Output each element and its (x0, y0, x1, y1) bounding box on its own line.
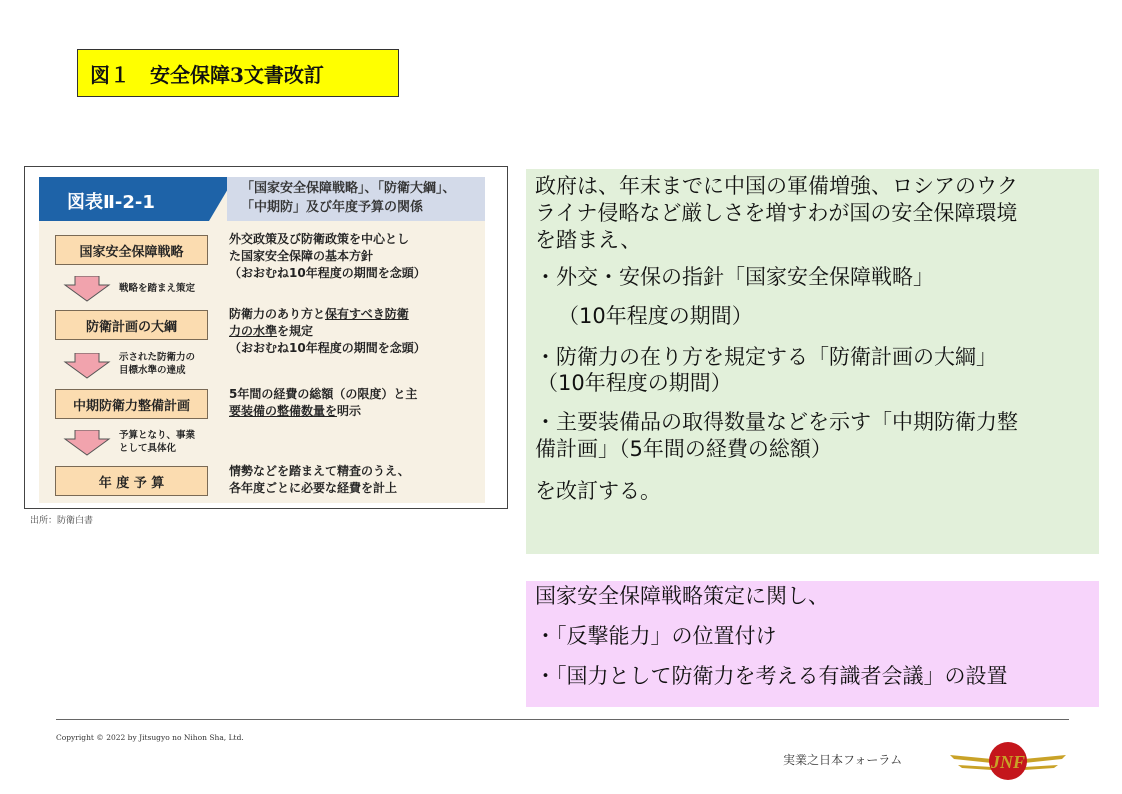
summary-line: ライナ侵略など厳しさを増すわが国の安全保障環境 (535, 201, 1018, 225)
svg-text:JNF: JNF (990, 752, 1026, 772)
figure-arrow-label: 戦略を踏まえ策定 (119, 283, 196, 294)
summary-line: 備計画」（5年間の経費の総額） (535, 437, 832, 461)
down-arrow-icon (63, 353, 111, 379)
figure-step-desc: 情勢などを踏まえて精査のうえ、 各年度ごとに必要な経費を計上 (229, 464, 410, 495)
note-box (526, 581, 1099, 707)
summary-line: 政府は、年末までに中国の軍備増強、ロシアのウク (535, 174, 1018, 198)
down-arrow-icon (63, 430, 111, 456)
copyright-text: Copyright © 2022 by Jitsugyo no Nihon Sha, Ltd. (56, 733, 244, 742)
figure-source: 出所：防衛白書 (30, 516, 94, 526)
figure-panel (24, 166, 508, 509)
down-arrow-icon (63, 276, 111, 302)
summary-bullet: ・主要装備品の取得数量などを示す「中期防衛力整 (535, 410, 1018, 434)
summary-bullet: ・防衛力の在り方を規定する「防衛計画の大綱」 (535, 345, 997, 369)
footer-divider (56, 719, 1069, 720)
summary-line: （10年程度の期間） (537, 371, 732, 395)
note-bullet: ・「反撃能力」の位置付け (535, 624, 777, 648)
summary-line: を踏まえ、 (535, 228, 642, 252)
figure-step-desc: 5年間の経費の総額（の限度）と主 要装備の整備数量を明示 (229, 387, 418, 418)
note-line: 国家安全保障戦略策定に関し、 (535, 584, 829, 608)
slide-title-text: 図１ 安全保障3文書改訂 (90, 62, 324, 87)
figure-heading: 「国家安全保障戦略」、「防衛大綱」、 「中期防」及び年度予算の関係 (241, 181, 456, 215)
figure-step-desc: 防衛力のあり方と保有すべき防衛 力の水準を規定 （おおむね10年程度の期間を念頭） (229, 307, 426, 355)
summary-box (526, 169, 1099, 554)
figure-diagram (39, 177, 485, 503)
note-bullet: ・「国力として防衛力を考える有識者会議」の設置 (535, 664, 1008, 688)
company-name: 実業之日本フォーラム (783, 753, 903, 767)
figure-step-security-strategy: 国家安全保障戦略 (55, 235, 208, 265)
figure-step-defense-outline: 防衛計画の大綱 (55, 310, 208, 340)
figure-label: 図表Ⅱ-2-1 (67, 192, 155, 213)
figure-arrow-label: 予算となり、事業 として具体化 (119, 430, 196, 454)
jnf-logo-icon (948, 739, 1068, 783)
figure-arrow-label: 示された防衛力の 目標水準の達成 (119, 352, 196, 376)
summary-line: （10年程度の期間） (558, 304, 753, 328)
slide-title (77, 49, 399, 97)
figure-step-desc: 外交政策及び防衛政策を中心とし た国家安全保障の基本方針 （おおむね10年程度の期間を念頭） (229, 232, 426, 280)
summary-bullet: ・外交・安保の指針「国家安全保障戦略」 (535, 265, 934, 289)
figure-step-annual-budget: 年 度 予 算 (55, 466, 208, 496)
figure-heading-bar (227, 177, 485, 221)
summary-line: を改訂する。 (535, 479, 661, 503)
figure-step-midterm-plan: 中期防衛力整備計画 (55, 389, 208, 419)
